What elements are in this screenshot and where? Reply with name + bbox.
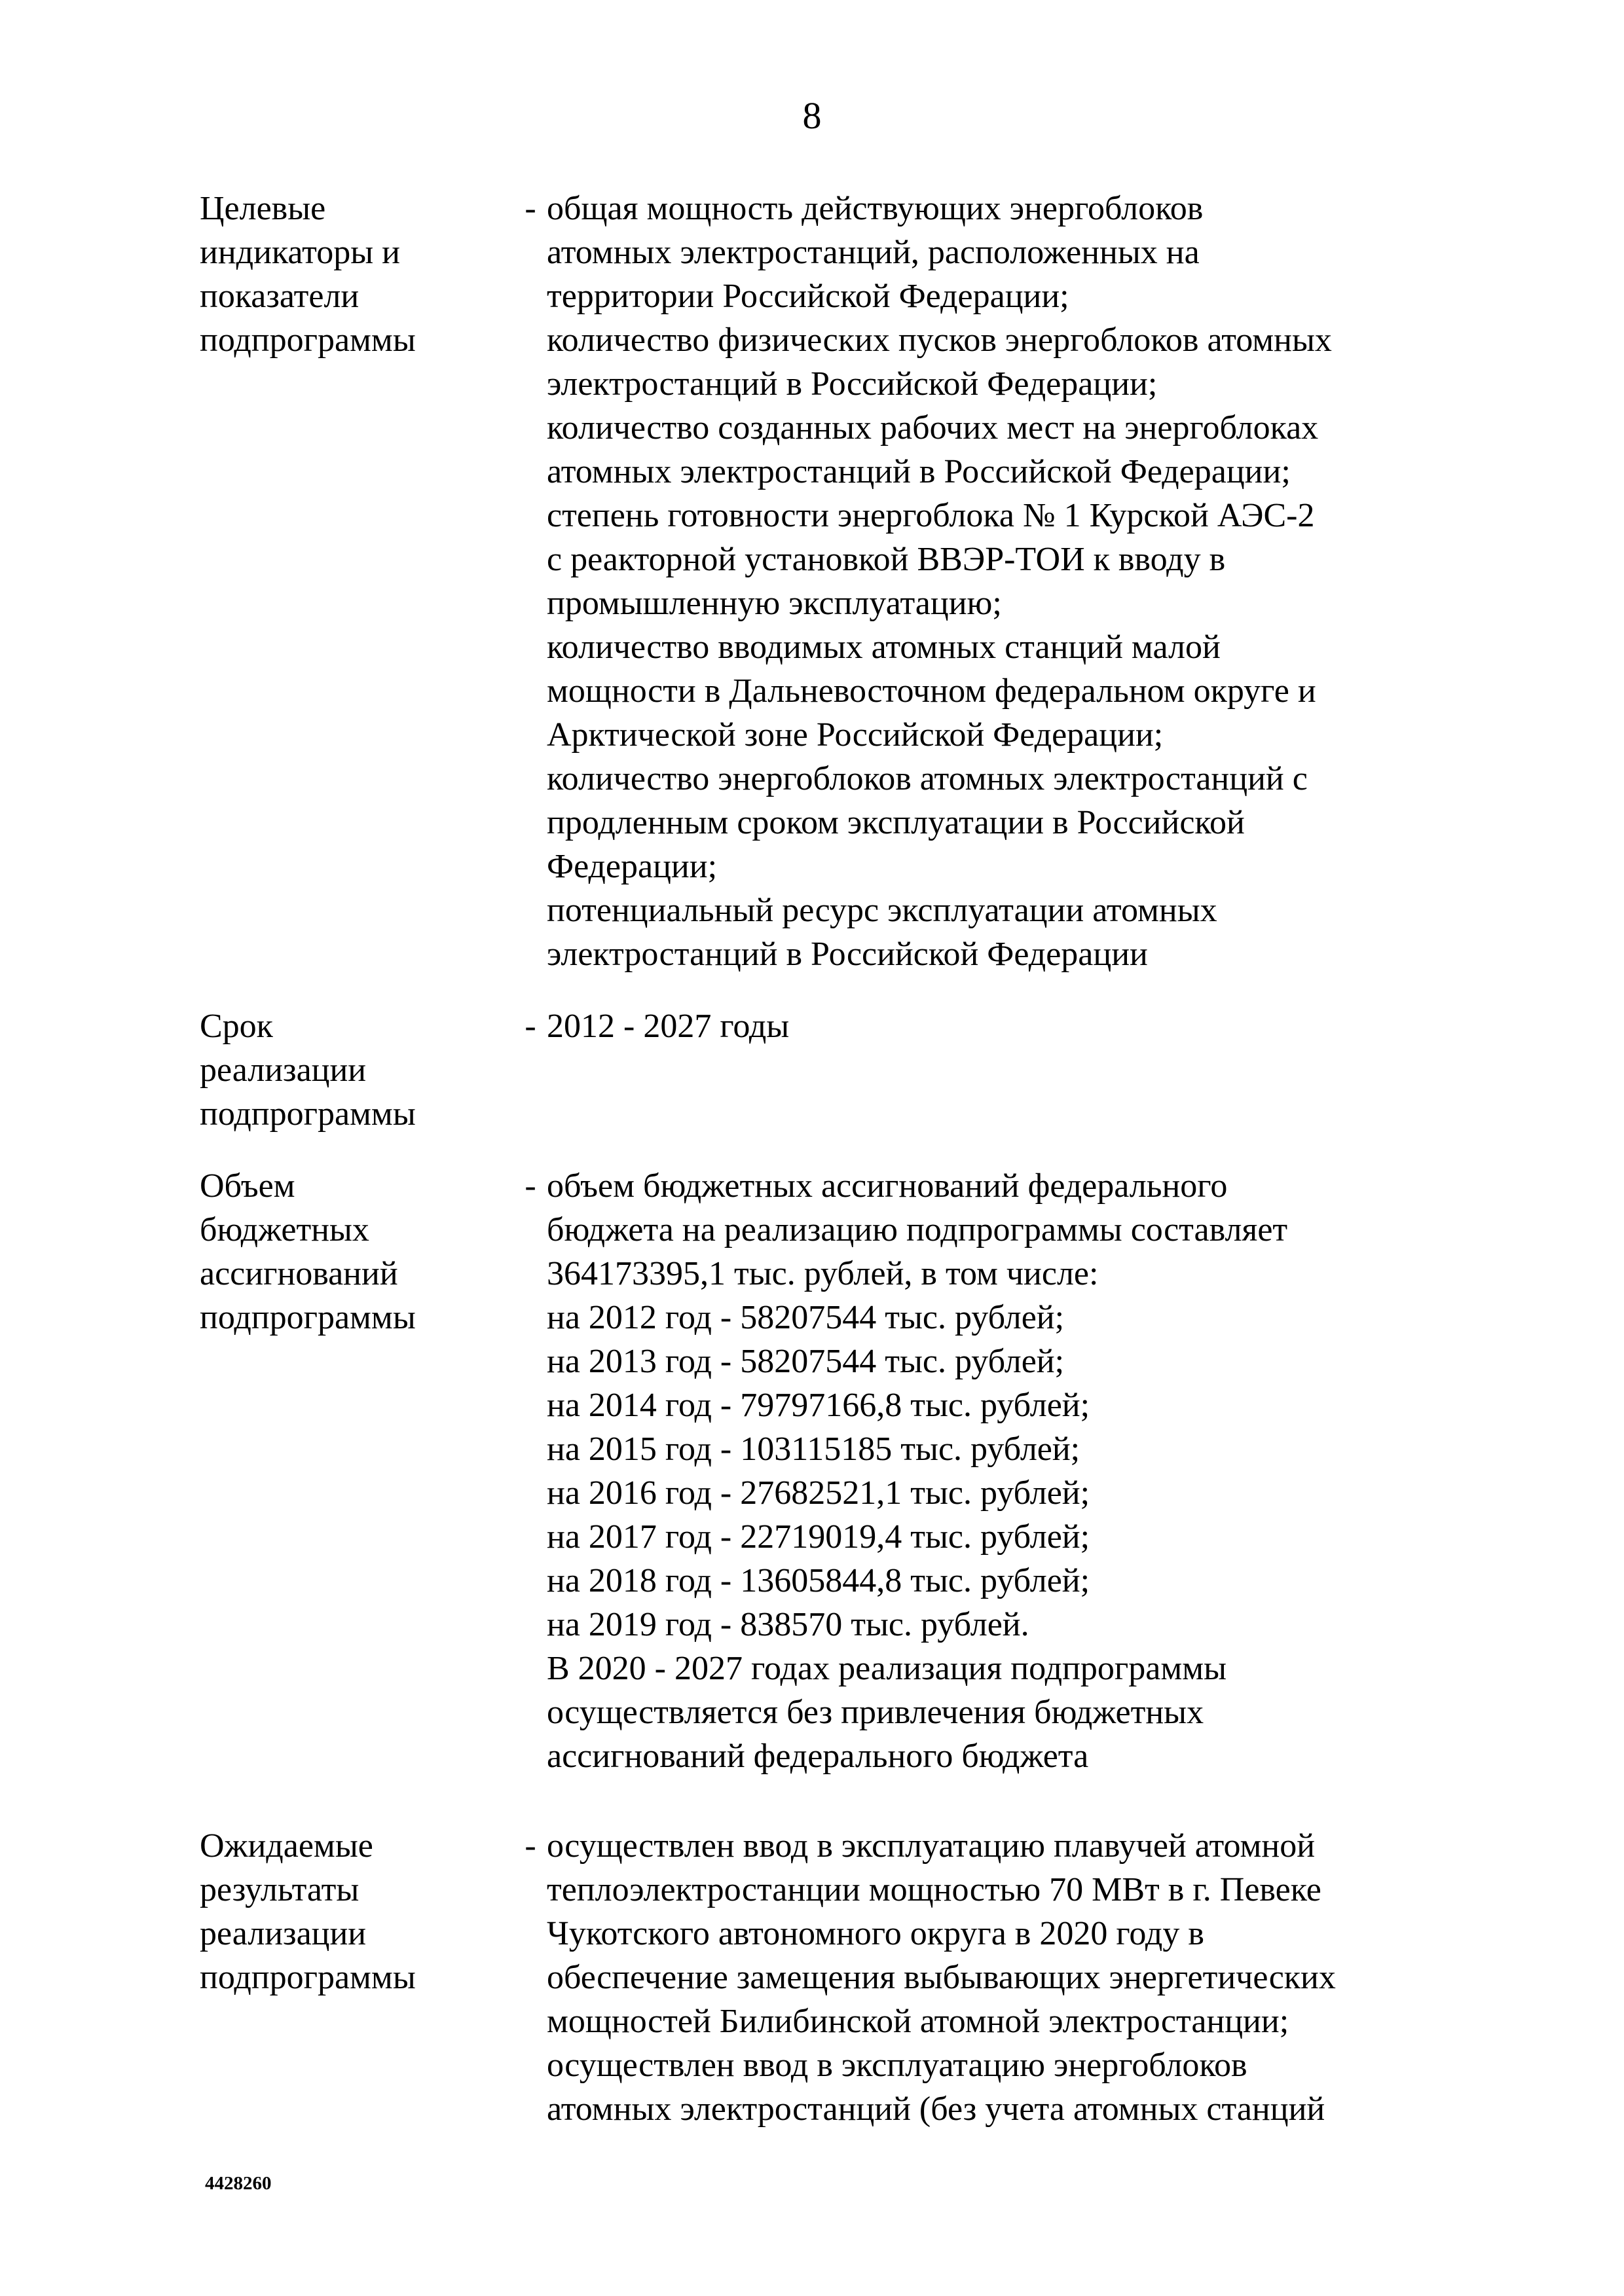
content-line: атомных электростанций, расположенных на (547, 234, 1200, 271)
row-implementation-period (200, 1004, 1503, 1136)
content-line: территории Российской Федерации; (547, 278, 1069, 315)
content-line: ассигнований федерального бюджета (547, 1738, 1089, 1775)
content-line: количество энергоблоков атомных электростанций с (547, 760, 1308, 797)
content-line: количество физических пусков энергоблоков атомных (547, 321, 1332, 359)
row-label: Срок реализации подпрограммы (200, 1008, 416, 1133)
row-content (547, 187, 1503, 976)
row-content (547, 1824, 1503, 2131)
content-line: с реакторной установкой ВВЭР-ТОИ к вводу в (547, 541, 1226, 578)
row-dash: - (525, 1167, 536, 1205)
content-line: электростанций в Российской Федерации (547, 936, 1148, 973)
row-dash: - (525, 1008, 536, 1045)
content-line: обеспечение замещения выбывающих энергетических (547, 1959, 1336, 1996)
content-line: на 2014 год - 79797166,8 тыс. рублей; (547, 1387, 1090, 1424)
content-line: осуществлен ввод в эксплуатацию плавучей атомной (547, 1827, 1316, 1865)
document-code: 4428260 (205, 2173, 272, 2194)
row-dash: - (525, 190, 536, 227)
row-content (547, 1164, 1503, 1778)
content-line: промышленную эксплуатацию; (547, 585, 1002, 622)
row-dash: - (525, 1827, 536, 1865)
row-expected-results (200, 1824, 1503, 2131)
row-label: Ожидаемые результаты реализации подпрограммы (200, 1827, 416, 1996)
content-line: на 2017 год - 22719019,4 тыс. рублей; (547, 1518, 1090, 1556)
content-line: на 2019 год - 838570 тыс. рублей. (547, 1606, 1029, 1643)
content-line: осуществляется без привлечения бюджетных (547, 1694, 1204, 1731)
content-line: бюджета на реализацию подпрограммы составляет (547, 1211, 1288, 1248)
content-line: мощности в Дальневосточном федеральном округе и (547, 672, 1316, 710)
content-line: количество созданных рабочих мест на энергоблоках (547, 409, 1319, 446)
content-line: продленным сроком эксплуатации в Российской (547, 804, 1245, 841)
row-content (547, 1004, 1503, 1048)
content-line: Чукотского автономного округа в 2020 году в (547, 1915, 1204, 1952)
content-line: 364173395,1 тыс. рублей, в том числе: (547, 1255, 1099, 1292)
content-line: атомных электростанций (без учета атомных станций (547, 2090, 1325, 2128)
content-line: 2012 - 2027 годы (547, 1008, 790, 1045)
row-target-indicators (200, 187, 1503, 976)
content-line: общая мощность действующих энергоблоков (547, 190, 1204, 227)
content-line: Арктической зоне Российской Федерации; (547, 716, 1164, 754)
content-line: электростанций в Российской Федерации; (547, 365, 1158, 403)
row-label: Целевые индикаторы и показатели подпрограммы (200, 190, 416, 359)
content-line: Федерации; (547, 848, 718, 885)
content-line: на 2015 год - 103115185 тыс. рублей; (547, 1430, 1080, 1468)
content-line: степень готовности энергоблока № 1 Курской АЭС-2 (547, 497, 1315, 534)
subprogram-passport-table (200, 187, 1503, 2131)
row-label: Объем бюджетных ассигнований подпрограммы (200, 1167, 416, 1336)
content-line: атомных электростанций в Российской Федерации; (547, 453, 1291, 490)
content-line: теплоэлектростанции мощностью 70 МВт в г. Певеке (547, 1871, 1321, 1908)
content-line: потенциальный ресурс эксплуатации атомных (547, 892, 1217, 929)
content-line: мощностей Билибинской атомной электростанции; (547, 2003, 1289, 2040)
content-line: В 2020 - 2027 годах реализация подпрограммы (547, 1650, 1227, 1687)
content-line: количество вводимых атомных станций малой (547, 629, 1221, 666)
content-line: осуществлен ввод в эксплуатацию энергоблоков (547, 2047, 1247, 2084)
row-budget-allocations (200, 1164, 1503, 1778)
content-line: объем бюджетных ассигнований федерального (547, 1167, 1228, 1205)
content-line: на 2018 год - 13605844,8 тыс. рублей; (547, 1562, 1090, 1599)
content-line: на 2016 год - 27682521,1 тыс. рублей; (547, 1474, 1090, 1512)
page-number: 8 (802, 94, 822, 137)
content-line: на 2013 год - 58207544 тыс. рублей; (547, 1343, 1065, 1380)
content-line: на 2012 год - 58207544 тыс. рублей; (547, 1299, 1065, 1336)
